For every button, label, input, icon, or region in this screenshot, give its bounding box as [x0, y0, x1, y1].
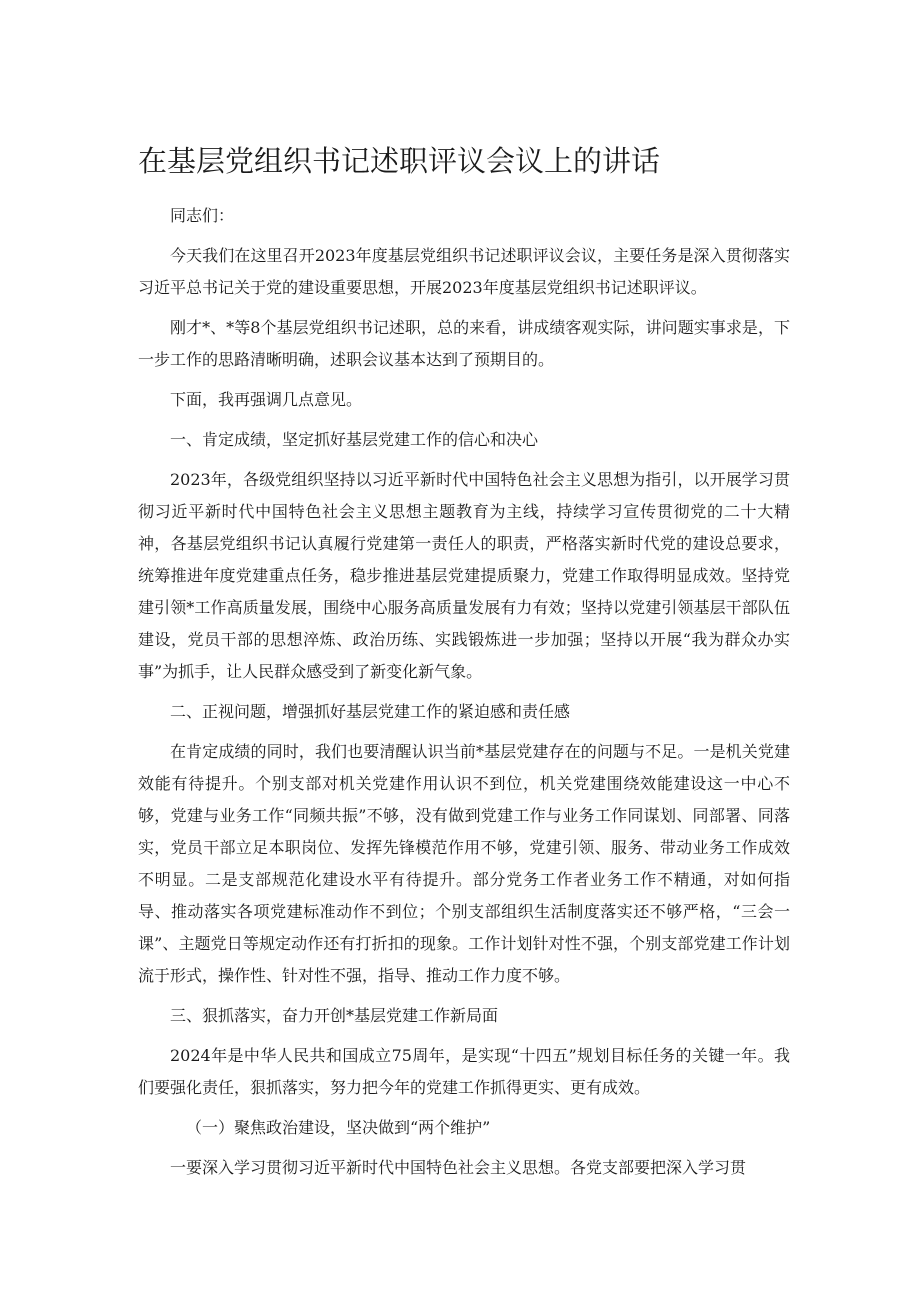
paragraph-opening: 今天我们在这里召开2023年度基层党组织书记述职评议会议，主要任务是深入贯彻落实习近平总书记关于党的建设重要思想，开展2023年度基层党组织书记述职评议。	[138, 246, 790, 297]
paragraph-2024: 2024年是中华人民共和国成立75周年，是实现“十四五”规划目标任务的关键一年。我们要强化责任，狠抓落实，努力把今年的党建工作抓得更实、更有成效。	[138, 1046, 790, 1097]
paragraph-transition: 下面，我再强调几点意见。	[170, 390, 363, 409]
document-body	[138, 200, 790, 1192]
subsection-heading-1: （一）聚焦政治建设，坚决做到“两个维护”	[186, 1118, 491, 1137]
section-heading-1: 一、肯定成绩，坚定抓好基层党建工作的信心和决心	[170, 430, 539, 449]
paragraph-achievements: 2023年，各级党组织坚持以习近平新时代中国特色社会主义思想为指引，以开展学习贯彻习近平新时代中国特色社会主义思想主题教育为主线，持续学习宣传贯彻党的二十大精神，各基层党组织书记认真履行党建第一责任人的职责，严格落实新时代党的建设总要求，统筹推进年度党建重点任务，稳步推进基层党建提质聚力，党建工作取得明显成效。坚持党建引领*工作高质量发展，围绕中心服务高质量发展有力有效；坚持以党建引领基层干部队伍建设，党员干部的思想淬炼、政治历练、实践锻炼进一步加强；坚持以开展“我为群众办实事”为抓手，让人民群众感受到了新变化新气象。	[138, 470, 790, 681]
paragraph-problems: 在肯定成绩的同时，我们也要清醒认识当前*基层党建存在的问题与不足。一是机关党建效能有待提升。个别支部对机关党建作用认识不到位，机关党建围绕效能建设这一中心不够，党建与业务工作“同频共振”不够，没有做到党建工作与业务工作同谋划、同部署、同落实，党员干部立足本职岗位、发挥先锋模范作用不够，党建引领、服务、带动业务工作成效不明显。二是支部规范化建设水平有待提升。部分党务工作者业务工作不精通，对如何指导、推动落实各项党建标准动作不到位；个别支部组织生活制度落实还不够严格，“三会一课”、主题党日等规定动作还有打折扣的现象。工作计划针对性不强，个别支部党建工作计划流于形式，操作性、针对性不强，指导、推动工作力度不够。	[138, 742, 790, 985]
section-heading-2: 二、正视问题，增强抓好基层党建工作的紧迫感和责任感	[170, 702, 571, 721]
salutation: 同志们：	[170, 206, 235, 225]
paragraph-study: 一要深入学习贯彻习近平新时代中国特色社会主义思想。各党支部要把深入学习贯	[170, 1158, 747, 1177]
section-heading-3: 三、狠抓落实，奋力开创*基层党建工作新局面	[170, 1006, 499, 1025]
paragraph-review: 刚才*、*等8个基层党组织书记述职，总的来看，讲成绩客观实际，讲问题实事求是，下一步工作的思路清晰明确，述职会议基本达到了预期目的。	[138, 318, 790, 369]
document-title: 在基层党组织书记述职评议会议上的讲话	[138, 144, 661, 178]
